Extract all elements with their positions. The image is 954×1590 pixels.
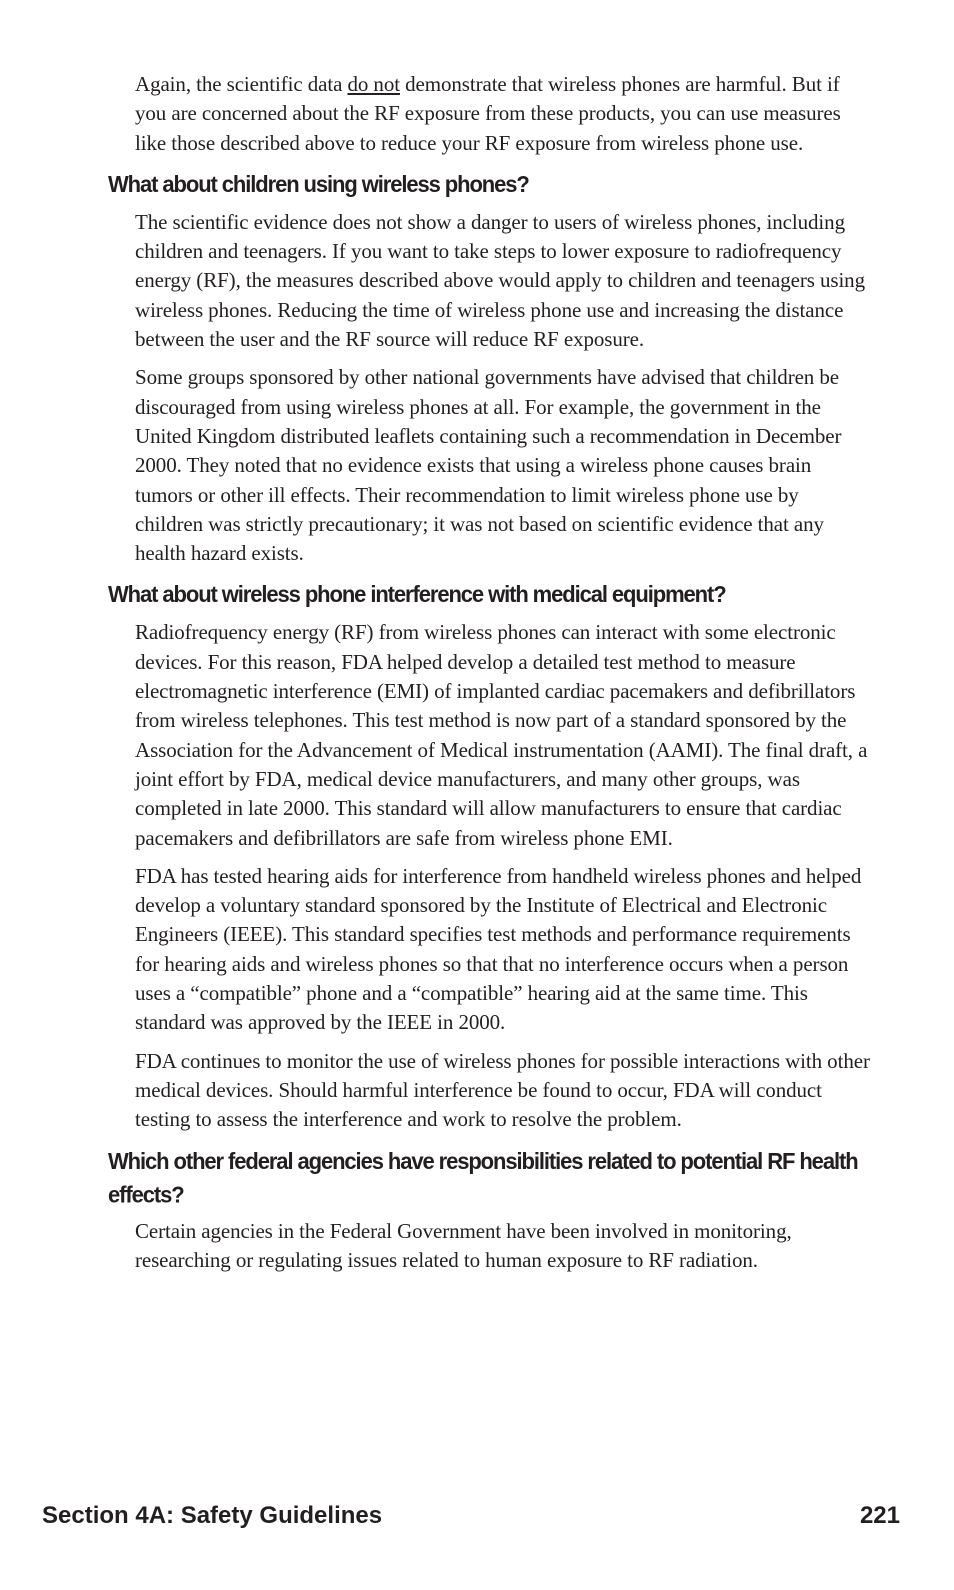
section-heading: What about wireless phone interference with medical equipment? [108, 581, 726, 608]
page-footer [42, 1502, 900, 1530]
text-run: demonstrate that wireless phones are harmful. But if you are concerned about the RF exposure from these products, you can use measures like those described above to reduce your RF exposure from wireless phone use. [135, 72, 841, 155]
body-paragraph: FDA continues to monitor the use of wireless phones for possible interactions with other medical devices. Should harmful interference be found to occur, FDA will conduct testing to assess the interference and work to resolve the problem. [135, 1048, 870, 1132]
footer-section-title: Section 4A: Safety Guidelines [42, 1502, 383, 1529]
page-number: 221 [859, 1502, 900, 1529]
body-paragraph: The scientific evidence does not show a danger to users of wireless phones, including children and teenagers. If you want to take steps to lower exposure to radiofrequency energy (RF), the measures described above would apply to children and teenagers using wireless phones. Reducing the time of wireless phone use and increasing the distance between the user and the RF source will reduce RF exposure. [135, 209, 865, 352]
page-content [0, 70, 954, 1284]
body-paragraph: Some groups sponsored by other national governments have advised that children be discouraged from using wireless phones at all. For example, the government in the United Kingdom distributed leaflets containing such a recommendation in December 2000. They noted that no evidence exists that using a wireless phone causes brain tumors or other ill effects. Their recommendation to limit wireless phone use by children was strictly precautionary; it was not based on scientific evidence that any health hazard exists. [135, 365, 842, 566]
underlined-text: do not [347, 72, 400, 96]
body-paragraph: Certain agencies in the Federal Government have been involved in monitoring, researching or regulating issues related to human exposure to RF radiation. [135, 1218, 792, 1272]
body-paragraph: FDA has tested hearing aids for interference from handheld wireless phones and helped develop a voluntary standard sponsored by the Institute of Electrical and Electronic Engineers (IEEE). This standard specifies test methods and performance requirements for hearing aids and wireless phones so that that no interference occurs when a person uses a “compatible” phone and a “compatible” hearing aid at the same time. This standard was approved by the IEEE in 2000. [135, 863, 862, 1035]
body-paragraph: Radiofrequency energy (RF) from wireless phones can interact with some electronic devices. For this reason, FDA helped develop a detailed test method to measure electromagnetic interference (EMI) of implanted cardiac pacemakers and defibrillators from wireless telephones. This test method is now part of a standard sponsored by the Association for the Advancement of Medical instrumentation (AAMI). The final draft, a joint effort by FDA, medical device manufacturers, and many other groups, was completed in late 2000. This standard will allow manufacturers to ensure that cardiac pacemakers and defibrillators are safe from wireless phone EMI. [135, 620, 868, 850]
section-heading: What about children using wireless phones? [108, 171, 529, 198]
text-run: Again, the scientific data [135, 72, 348, 96]
intro-paragraph [135, 70, 870, 158]
section-heading: Which other federal agencies have responsibilities related to potential RF health effects? [108, 1147, 858, 1208]
